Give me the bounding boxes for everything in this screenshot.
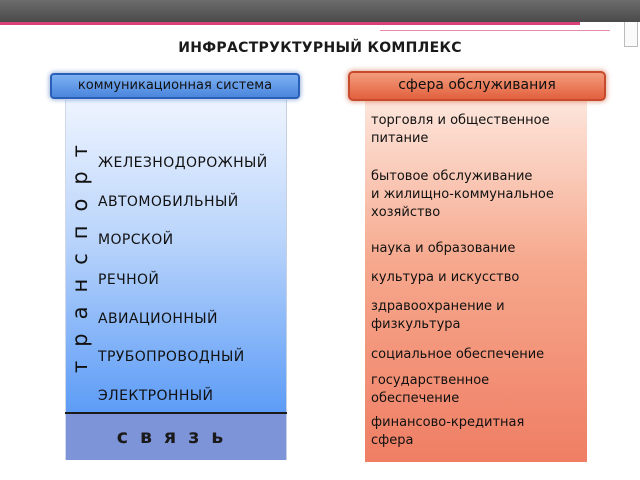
transport-label-text: транспорт [68, 131, 92, 373]
transport-item: РЕЧНОЙ [98, 272, 160, 288]
communication-label: связь [116, 426, 236, 448]
top-bar [0, 0, 640, 22]
service-item: торговля и общественное питание [371, 113, 550, 146]
service-item: бытовое обслуживание и жилищно-коммунальное хозяйство [371, 169, 554, 220]
transport-item: АВИАЦИОННЫЙ [98, 311, 218, 327]
accent-line-secondary [380, 30, 610, 31]
transport-item: МОРСКОЙ [98, 232, 174, 248]
service-item: культура и искусство [371, 270, 520, 285]
service-item: социальное обеспечение [371, 347, 545, 362]
transport-vertical-label [65, 92, 95, 412]
service-item: здравоохранение и физкультура [371, 299, 505, 332]
communication-column [65, 100, 287, 412]
transport-item: ЖЕЛЕЗНОДОРОЖНЫЙ [98, 155, 268, 171]
service-item: наука и образование [371, 241, 516, 256]
transport-item: ЭЛЕКТРОННЫЙ [98, 388, 214, 404]
service-sphere-header [348, 71, 606, 101]
transport-item: ТРУБОПРОВОДНЫЙ [98, 349, 245, 365]
service-item: государственное обеспечение [371, 373, 490, 406]
diagram-title: ИНФРАСТРУКТУРНЫЙ КОМПЛЕКС [178, 40, 462, 56]
communication-system-header-label: коммуникационная система [77, 78, 273, 93]
accent-line [0, 22, 580, 25]
service-sphere-header-label: сфера обслуживания [398, 77, 556, 93]
communication-band [65, 414, 287, 460]
transport-item: АВТОМОБИЛЬНЫЙ [98, 194, 239, 210]
service-item: финансово-кредитная сфера [371, 415, 525, 448]
